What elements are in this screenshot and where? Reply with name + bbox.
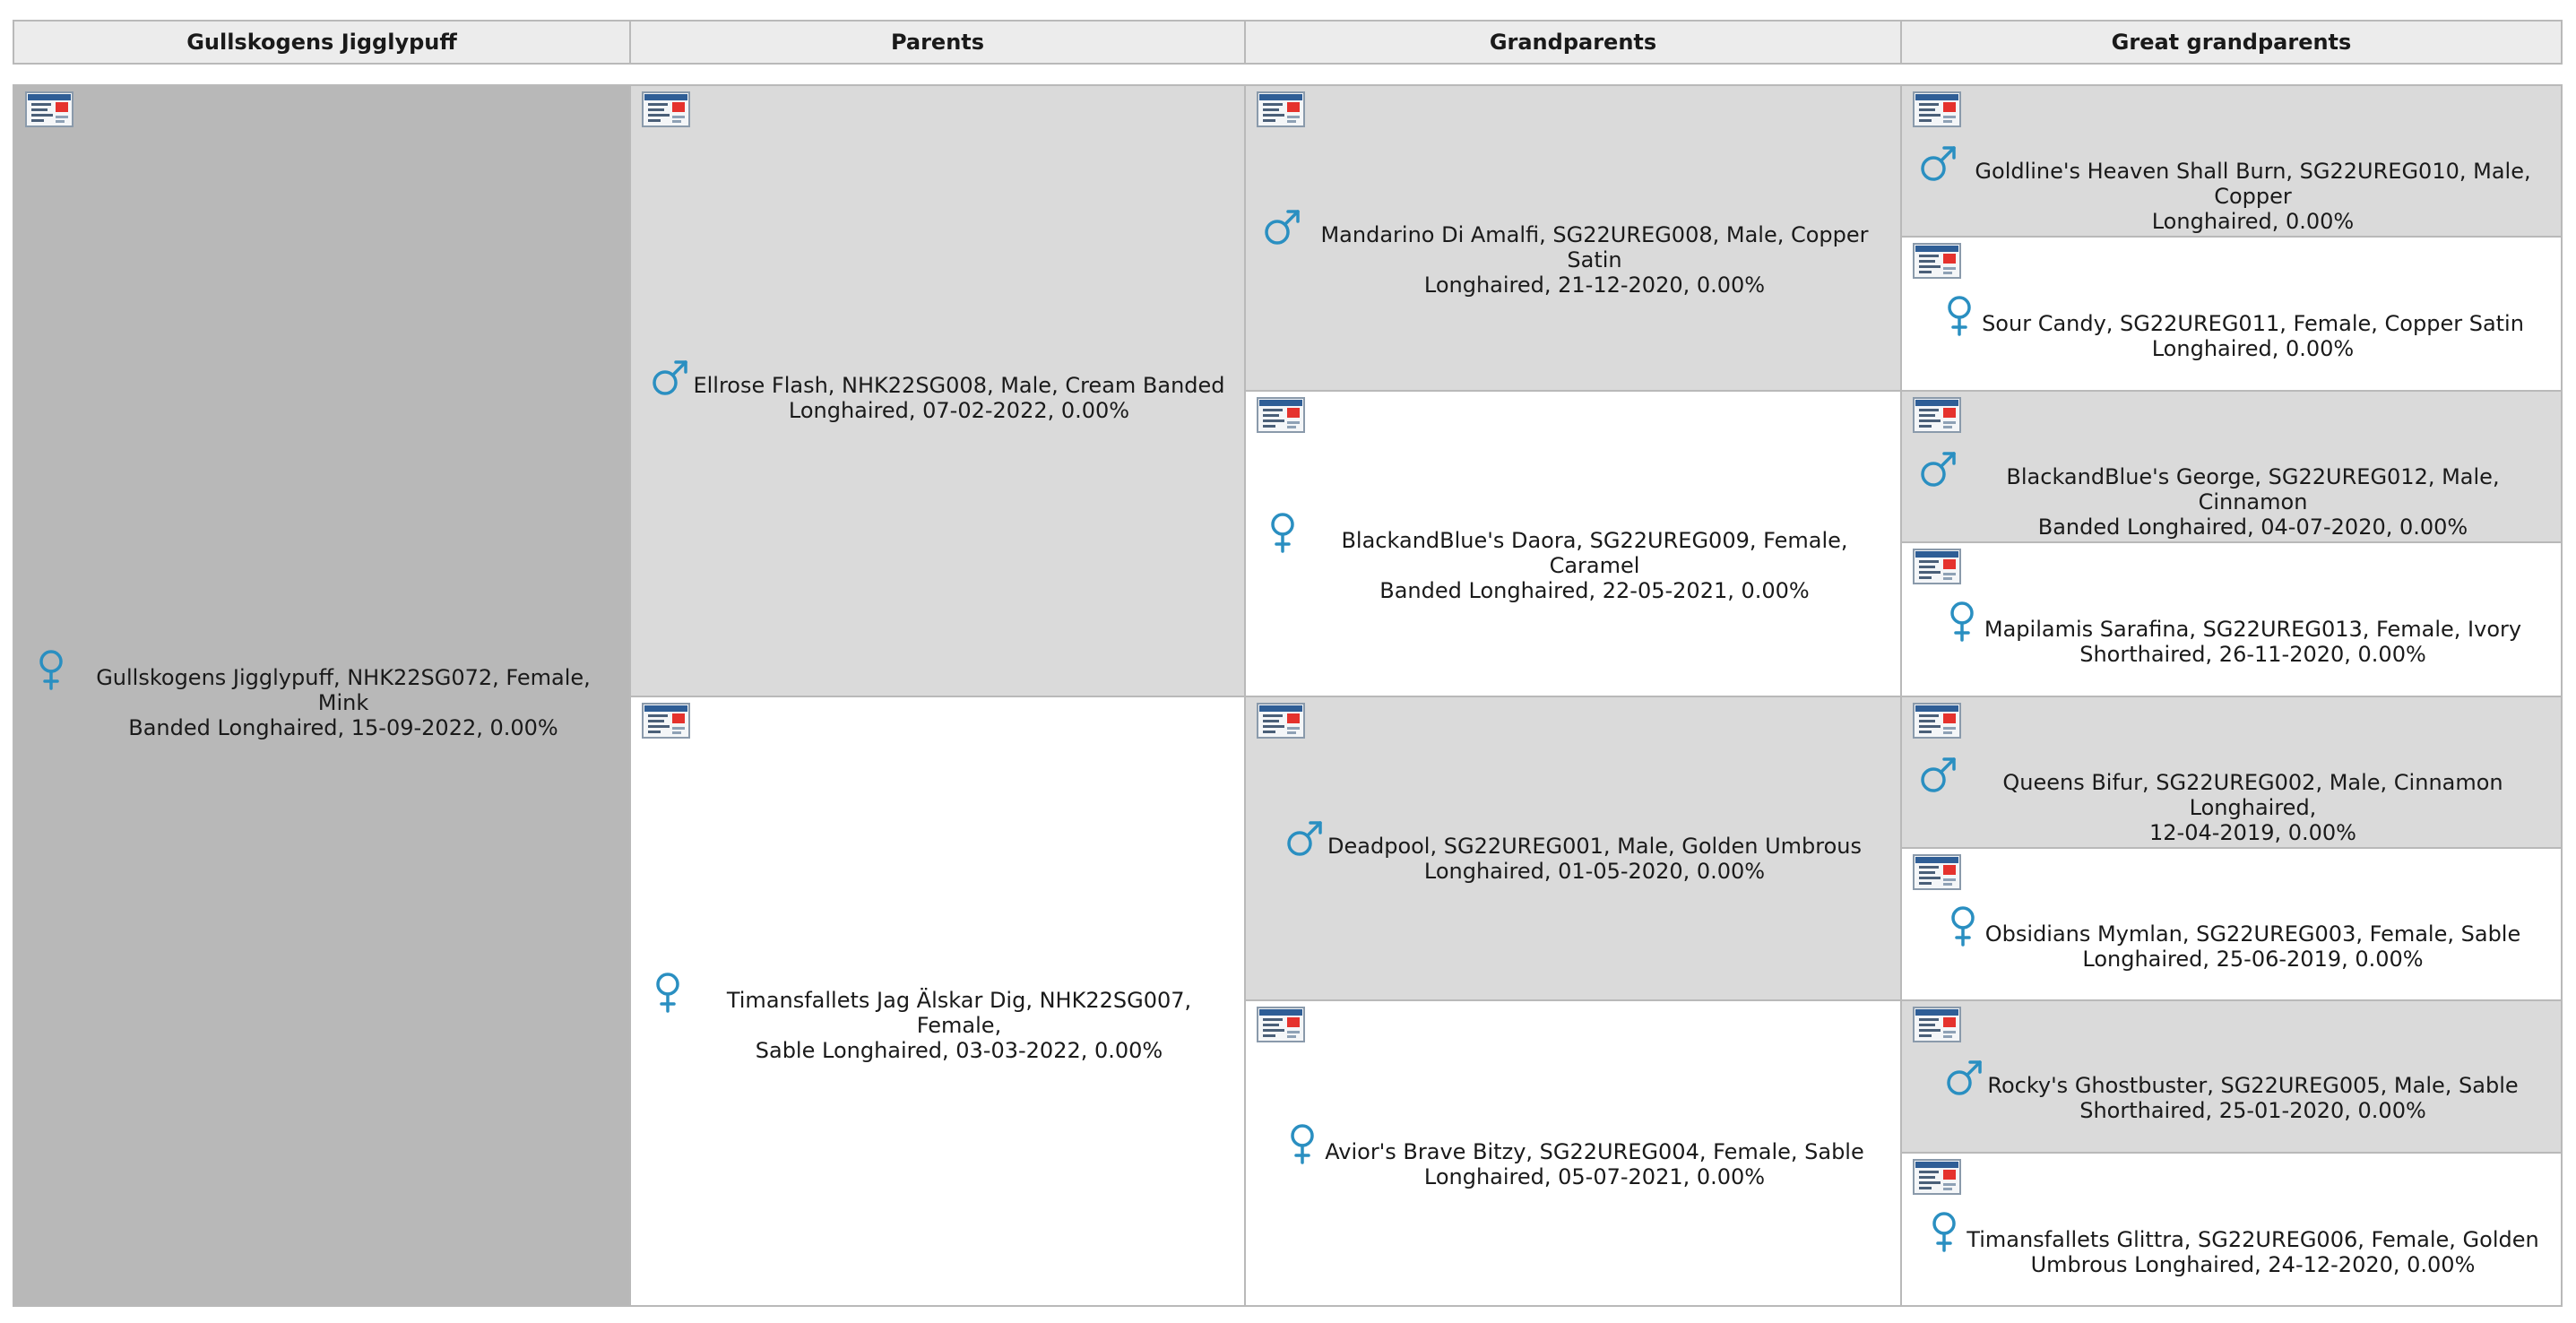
pedigree-cell-dsd [1900, 847, 2563, 1001]
female-icon [647, 972, 688, 1013]
cat-link-dds[interactable]: Rocky's Ghostbuster, SG22UREG005, Male, Sable Shorthaired, 25-01-2020, 0.00% [1987, 1073, 2519, 1123]
female-icon [30, 649, 72, 690]
female-icon [1923, 1211, 1965, 1252]
male-icon [1944, 1057, 1985, 1098]
cat-link-ddd[interactable]: Timansfallets Glittra, SG22UREG006, Female, Golden Umbrous Longhaired, 24-12-2020, 0.00% [1967, 1227, 2539, 1277]
header-subject: Gullskogens Jigglypuff [13, 20, 631, 65]
pedigree-cell-dam [629, 696, 1246, 1307]
info-card-icon[interactable] [642, 91, 690, 127]
pedigree-cell-sds [1900, 390, 2563, 543]
male-icon [1918, 143, 1959, 184]
cat-link-ssd[interactable]: Sour Candy, SG22UREG011, Female, Copper Satin Longhaired, 0.00% [1982, 311, 2524, 361]
info-card-icon[interactable] [1257, 91, 1305, 127]
info-card-icon[interactable] [25, 91, 73, 127]
info-card-icon[interactable] [1913, 1159, 1961, 1195]
info-card-icon[interactable] [1913, 549, 1961, 584]
male-icon [1262, 206, 1303, 247]
info-card-icon[interactable] [1257, 1007, 1305, 1042]
pedigree-cell-sdd [1900, 541, 2563, 697]
info-card-icon[interactable] [1913, 91, 1961, 127]
pedigree-cell-sire [629, 84, 1246, 697]
female-icon [1282, 1123, 1323, 1164]
female-icon [1942, 905, 1984, 947]
info-card-icon[interactable] [1913, 854, 1961, 890]
pedigree-cell-dss [1900, 696, 2563, 849]
pedigree-cell-sss [1900, 84, 2563, 238]
info-card-icon[interactable] [1913, 243, 1961, 279]
pedigree-cell-dam-dam [1244, 999, 1902, 1307]
info-card-icon[interactable] [1913, 1007, 1961, 1042]
female-icon [1941, 601, 1983, 642]
info-card-icon[interactable] [1257, 703, 1305, 739]
header-parents: Parents [629, 20, 1246, 65]
cat-link-dsd[interactable]: Obsidians Mymlan, SG22UREG003, Female, Sable Longhaired, 25-06-2019, 0.00% [1984, 921, 2521, 972]
header-great-grandparents: Great grandparents [1900, 20, 2563, 65]
pedigree-cell-ssd [1900, 236, 2563, 392]
pedigree-cell-dds [1900, 999, 2563, 1154]
cat-link-dam-dam[interactable]: Avior's Brave Bitzy, SG22UREG004, Female, Sable Longhaired, 05-07-2021, 0.00% [1325, 1139, 1864, 1189]
male-icon [1284, 817, 1326, 859]
pedigree-cell-ddd [1900, 1152, 2563, 1307]
info-card-icon[interactable] [1913, 703, 1961, 739]
cat-link-sdd[interactable]: Mapilamis Sarafina, SG22UREG013, Female, Ivory Shorthaired, 26-11-2020, 0.00% [1984, 617, 2522, 667]
pedigree-cell-sire-sire [1244, 84, 1902, 392]
cat-link-dam[interactable]: Timansfallets Jag Älskar Dig, NHK22SG007, Female, Sable Longhaired, 03-03-2022, 0.00% [726, 988, 1192, 1063]
male-icon [1918, 754, 1959, 795]
cat-link-dss[interactable]: Queens Bifur, SG22UREG002, Male, Cinnamon Longhaired, 12-04-2019, 0.00% [2002, 770, 2503, 845]
cat-link-dam-sire[interactable]: Deadpool, SG22UREG001, Male, Golden Umbrous Longhaired, 01-05-2020, 0.00% [1327, 834, 1862, 884]
cat-link-sds[interactable]: BlackandBlue's George, SG22UREG012, Male, Cinnamon Banded Longhaired, 04-07-2020, 0.00% [2006, 464, 2500, 540]
female-icon [1939, 295, 1980, 336]
cat-link-sss[interactable]: Goldline's Heaven Shall Burn, SG22UREG010, Male, Copper Longhaired, 0.00% [1975, 159, 2531, 234]
info-card-icon[interactable] [1257, 397, 1305, 433]
pedigree-cell-dam-sire [1244, 696, 1902, 1001]
female-icon [1262, 512, 1303, 553]
pedigree-cell-subject [13, 84, 631, 1307]
male-icon [650, 357, 691, 398]
cat-link-sire[interactable]: Ellrose Flash, NHK22SG008, Male, Cream Banded Longhaired, 07-02-2022, 0.00% [693, 373, 1225, 423]
male-icon [1918, 448, 1959, 489]
header-grandparents: Grandparents [1244, 20, 1902, 65]
info-card-icon[interactable] [642, 703, 690, 739]
pedigree-cell-sire-dam [1244, 390, 1902, 697]
cat-link-sire-sire[interactable]: Mandarino Di Amalfi, SG22UREG008, Male, Copper Satin Longhaired, 21-12-2020, 0.00% [1320, 222, 1869, 298]
info-card-icon[interactable] [1913, 397, 1961, 433]
cat-link-subject[interactable]: Gullskogens Jigglypuff, NHK22SG072, Female, Mink Banded Longhaired, 15-09-2022, 0.00% [96, 665, 591, 740]
cat-link-sire-dam[interactable]: BlackandBlue's Daora, SG22UREG009, Female, Caramel Banded Longhaired, 22-05-2021, 0.00% [1341, 528, 1848, 603]
